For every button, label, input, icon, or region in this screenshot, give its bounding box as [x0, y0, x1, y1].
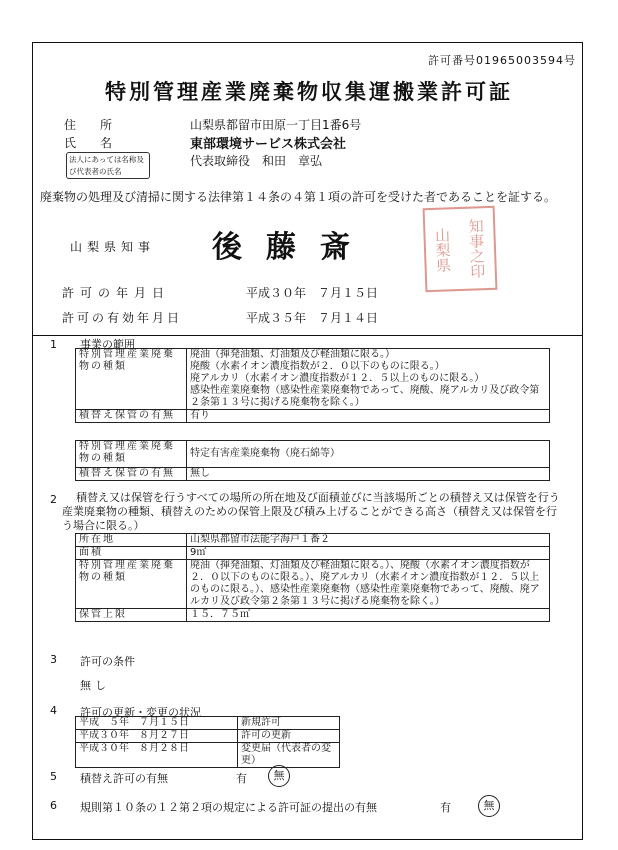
- kind-value: 廃油（揮発油類、灯油類及び軽油類に限る。）、廃酸（水素イオン濃度指数が２．０以下のものに限る。）、廃アルカリ（水素イオン濃度指数が１２．５以上のものに限る。）、感染性産業廃棄物（感染性産業廃棄物であって、廃酸、廃アルカリ及び政令第２条第１３号に掲げる廃棄物を除く。）: [187, 560, 550, 609]
- storage-label: 積替え保管の有無: [76, 468, 187, 481]
- address-value: 山梨県都留市田原一丁目1番6号: [190, 118, 362, 132]
- section2-number: 2: [50, 493, 57, 506]
- section5-number: 5: [50, 770, 57, 783]
- kind-label: 特別管理産業廃棄物の種類: [76, 560, 187, 609]
- section4-number: 4: [50, 704, 57, 717]
- area-value: 9㎡: [187, 547, 550, 560]
- kind-item: 感染性産業廃棄物（感染性産業廃棄物であって、廃酸、廃アルカリ及び政令第２条第１３号に掲げる廃棄物を除く。）: [190, 385, 540, 408]
- section6-title: 規則第１０条の１２第２項の規定による許可証の提出の有無: [80, 801, 377, 814]
- kind-item: 廃アルカリ（水素イオン濃度指数が１２．５以上のものに限る。）: [190, 373, 485, 384]
- location-value: 山梨県都留市法能字海戸１番２: [187, 534, 550, 547]
- official-seal: [423, 206, 498, 292]
- table-row: [76, 730, 340, 743]
- permit-number: 許可番号01965003594号: [428, 54, 576, 67]
- section3-title: 許可の条件: [80, 655, 135, 668]
- governor-title: 山梨県知事: [70, 240, 156, 254]
- representative: 代表取締役 和田 章弘: [190, 154, 323, 168]
- permit-date-label: 許可の年月日: [62, 286, 171, 300]
- section2-text: 積替え又は保管を行うすべての場所の所在地及び面積並びに当該場所ごとの積替え又は保管を行う産業廃棄物の種類、積替えのための保管上限及び積み上げることができる高さ（積替え又は保管を行う場合に限る。）: [62, 491, 560, 532]
- permit-date: 平成３０年 ７月１５日: [246, 286, 379, 300]
- history-event: 変更届（代表者の変更）: [238, 743, 340, 768]
- limit-label: 保管上限: [76, 609, 187, 622]
- storage-label: 積替え保管の有無: [76, 410, 187, 423]
- history-date: 平成３０年 ８月２７日: [76, 730, 238, 743]
- section1-number: 1: [50, 338, 57, 351]
- kind-item: 廃油（揮発油類、灯油類及び軽油類に限る。）: [190, 349, 395, 360]
- history-date: 平成 ５年 ７月１５日: [76, 717, 238, 730]
- kind-value: 特定有害産業廃棄物（廃石綿等）: [187, 441, 550, 468]
- history-date: 平成３０年 ８月２８日: [76, 743, 238, 768]
- seal-text-1: 山梨県: [432, 226, 453, 273]
- kind-item: 廃酸（水素イオン濃度指数が２．０以下のものに限る。）: [190, 361, 445, 372]
- kind-label: 特別管理産業廃棄物の種類: [76, 441, 187, 468]
- limit-value: １５．７５㎥: [187, 609, 550, 622]
- section6-no: 無: [478, 795, 500, 817]
- document-title: 特別管理産業廃棄物収集運搬業許可証: [105, 79, 513, 104]
- section2-table: [75, 533, 550, 622]
- section5-yes: 有: [236, 772, 247, 785]
- table-row: [76, 717, 340, 730]
- location-label: 所在地: [76, 534, 187, 547]
- section4-title: 許可の更新・変更の状況: [80, 706, 201, 719]
- section3-number: 3: [50, 653, 57, 666]
- section3-value: 無し: [80, 679, 110, 692]
- section4-table: [75, 716, 340, 768]
- history-event: 許可の更新: [238, 730, 340, 743]
- address-label: 住 所: [64, 118, 113, 132]
- certification-text: 廃棄物の処理及び清掃に関する法律第１４条の４第１項の許可を受けた者であることを証する。: [40, 190, 557, 204]
- governor-name: 後藤斎: [212, 230, 374, 265]
- section5-no-circled: [268, 764, 290, 787]
- section6-no-circled: [478, 794, 500, 817]
- area-label: 面積: [76, 547, 187, 560]
- section5-no: 無: [268, 765, 290, 787]
- seal-text-2: 知事之印: [466, 218, 487, 279]
- expiry-date: 平成３５年 ７月１４日: [246, 311, 379, 325]
- section1-title: 事業の範囲: [80, 338, 135, 351]
- note-box: 法人にあっては名称及び代表者の氏名: [66, 152, 150, 179]
- name-label: 氏 名: [64, 136, 113, 150]
- section5-title: 積替え許可の有無: [80, 772, 168, 785]
- storage-value: 有り: [187, 410, 550, 423]
- section1-table-a: [75, 348, 550, 423]
- section1-table-b: [75, 440, 550, 481]
- table-row: [76, 743, 340, 768]
- name-value: 東部環境サービス株式会社: [190, 137, 347, 152]
- storage-value: 無し: [187, 468, 550, 481]
- section6-number: 6: [50, 799, 57, 812]
- history-event: 新規許可: [238, 717, 340, 730]
- section6-yes: 有: [440, 801, 451, 814]
- expiry-label: 許可の有効年月日: [62, 311, 183, 325]
- kind-values: [187, 349, 550, 410]
- kind-label: 特別管理産業廃棄物の種類: [76, 349, 187, 410]
